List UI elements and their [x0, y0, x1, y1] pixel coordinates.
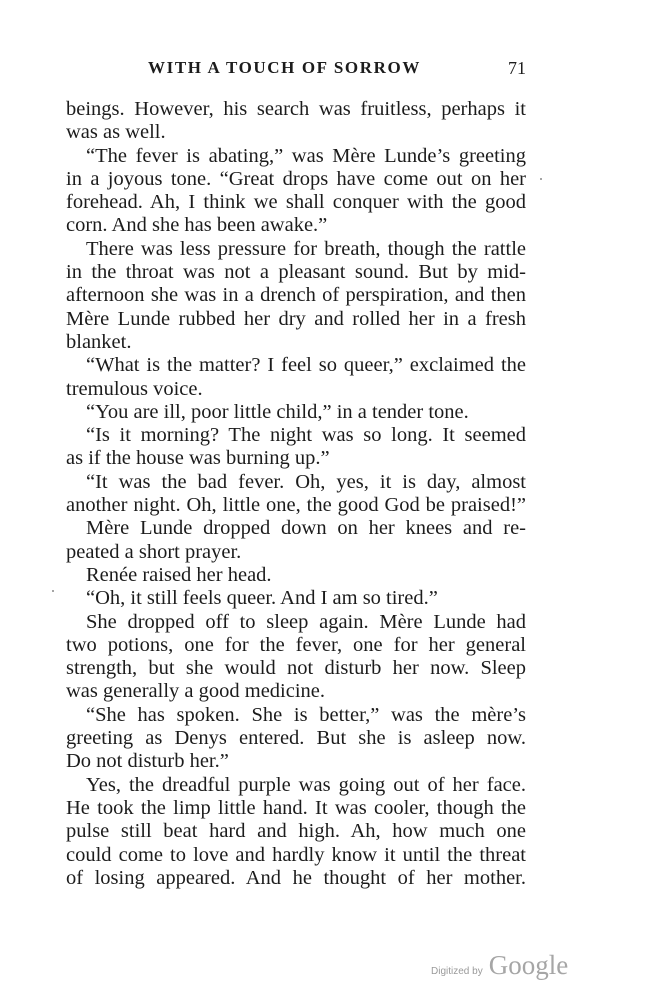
speck-mark — [540, 178, 542, 180]
text-line: Yes, the dreadful purple was going out of her face. — [86, 773, 526, 796]
text-line: pulse still beat hard and high. Ah, how much one — [66, 820, 526, 843]
text-line: in the throat was not a pleasant sound. But by mid- — [66, 261, 526, 284]
text-line: Do not disturb her.” — [66, 750, 229, 773]
running-head: WITH A TOUCH OF SORROW — [148, 58, 421, 77]
text-line: forehead. Ah, I think we shall conquer with the good — [66, 191, 526, 214]
text-line: “She has spoken. She is better,” was the mère’s — [86, 703, 526, 726]
text-line: peated a short prayer. — [66, 540, 242, 563]
text-line: another night. Oh, little one, the good God be praised!” — [66, 494, 526, 517]
speck-mark — [52, 590, 54, 592]
text-line: “Is it morning? The night was so long. It seemed — [86, 424, 526, 447]
page-number: 71 — [508, 58, 526, 78]
text-line: “Oh, it still feels queer. And I am so tired.” — [86, 587, 438, 610]
text-line: greeting as Denys entered. But she is asleep now. — [66, 727, 526, 750]
text-line: in a joyous tone. “Great drops have come out on her — [66, 167, 526, 190]
body-text — [66, 98, 526, 890]
text-line: strength, but she would not disturb her now. Sleep — [66, 657, 526, 680]
text-line: was generally a good medicine. — [66, 680, 326, 703]
text-line: He took the limp little hand. It was cooler, though the — [66, 796, 526, 819]
text-line: tremulous voice. — [66, 377, 203, 400]
google-logo: Google — [488, 950, 569, 980]
text-line: “What is the matter? I feel so queer,” exclaimed the — [86, 354, 526, 377]
text-line: beings. However, his search was fruitless, perhaps it — [66, 98, 526, 120]
text-line: as if the house was burning up.” — [66, 447, 330, 470]
text-line: “You are ill, poor little child,” in a tender tone. — [86, 400, 469, 423]
text-line: She dropped off to sleep again. Mère Lunde had — [86, 610, 526, 633]
text-line: Mère Lunde rubbed her dry and rolled her in a fresh — [66, 307, 526, 330]
watermark-prefix: Digitized by — [431, 966, 483, 977]
text-line: There was less pressure for breath, though the rattle — [86, 237, 526, 260]
text-line: blanket. — [66, 330, 132, 353]
text-line: Mère Lunde dropped down on her knees and re- — [86, 517, 526, 540]
text-line: Renée raised her head. — [86, 563, 272, 586]
text-line: two potions, one for the fever, one for her general — [66, 633, 526, 656]
text-line: of losing appeared. And he thought of her mother. — [66, 866, 526, 889]
text-line: afternoon she was in a drench of perspiration, and then — [66, 284, 526, 307]
text-line: was as well. — [66, 121, 166, 144]
text-line: corn. And she has been awake.” — [66, 214, 328, 237]
text-line: “It was the bad fever. Oh, yes, it is day, almost — [86, 470, 526, 493]
page-header — [66, 58, 526, 84]
digitized-by-google-watermark — [431, 950, 568, 981]
text-line: could come to love and hardly know it until the threat — [66, 843, 526, 866]
text-line: “The fever is abating,” was Mère Lunde’s greeting — [86, 144, 526, 167]
